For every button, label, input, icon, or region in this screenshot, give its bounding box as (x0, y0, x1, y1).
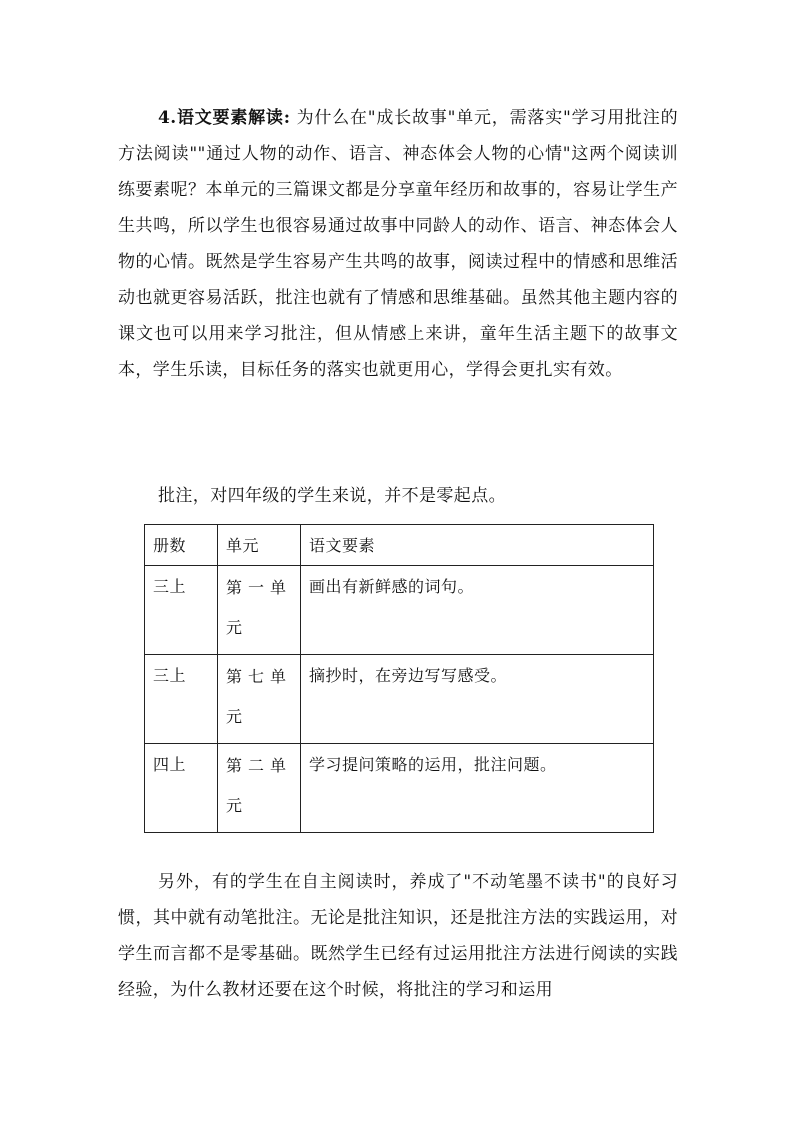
cell-element: 摘抄时，在旁边写写感受。 (301, 655, 654, 744)
table-row (145, 566, 654, 655)
cell-element: 画出有新鲜感的词句。 (301, 566, 654, 655)
paragraph-body: 为什么在"成长故事"单元，需落实"学习用批注的方法阅读""通过人物的动作、语言、神态体会人物的心情"这两个阅读训练要素呢？本单元的三篇课文都是分享童年经历和故事的，容易让学生产生共鸣，所以学生也很容易通过故事中同龄人的动作、语言、神态体会人物的心情。既然是学生容易产生共鸣的故事，阅读过程中的情感和思维活动也就更容易活跃，批注也就有了情感和思维基础。虽然其他主题内容的课文也可以用来学习批注，但从情感上来讲，童年生活主题下的故事文本，学生乐读，目标任务的落实也就更用心，学得会更扎实有效。 (118, 108, 678, 380)
table-row (145, 744, 654, 833)
paragraph-not-zero-start: 批注，对四年级的学生来说，并不是零起点。 (158, 486, 506, 506)
header-unit: 单元 (218, 525, 301, 566)
cell-element: 学习提问策略的运用，批注问题。 (301, 744, 654, 833)
paragraph-lead-heading: 4.语文要素解读: (158, 108, 291, 128)
header-element: 语文要素 (301, 525, 654, 566)
paragraph-element-interpretation (118, 100, 678, 388)
cell-volume: 三上 (145, 655, 218, 744)
header-volume: 册数 (145, 525, 218, 566)
paragraph-practice-experience: 另外，有的学生在自主阅读时，养成了"不动笔墨不读书"的良好习惯，其中就有动笔批注。无论是批注知识，还是批注方法的实践运用，对学生而言都不是零基础。既然学生已经有过运用批注方法进行阅读的实践经验，为什么教材还要在这个时候，将批注的学习和运用 (118, 872, 678, 1000)
cell-unit: 第一单元 (218, 566, 301, 655)
table-row (145, 655, 654, 744)
cell-unit: 第七单元 (218, 655, 301, 744)
cell-volume: 四上 (145, 744, 218, 833)
language-elements-table (144, 524, 654, 833)
cell-unit: 第二单元 (218, 744, 301, 833)
cell-volume: 三上 (145, 566, 218, 655)
table-header-row (145, 525, 654, 566)
